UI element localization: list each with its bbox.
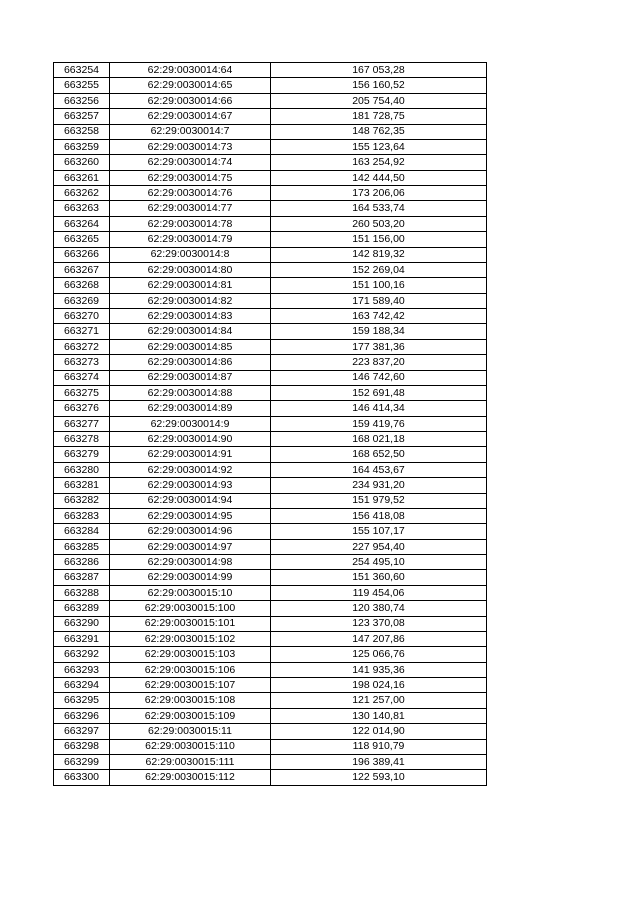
cadastral-number-cell: 62:29:0030014:74: [110, 155, 271, 170]
value-cell: 142 444,50: [271, 170, 487, 185]
row-id-cell: 663293: [54, 662, 110, 677]
table-row: [54, 93, 487, 108]
table-row: [54, 555, 487, 570]
table-row: [54, 186, 487, 201]
row-id-cell: 663283: [54, 508, 110, 523]
table-row: [54, 447, 487, 462]
table-row: [54, 539, 487, 554]
row-id-cell: 663287: [54, 570, 110, 585]
row-id-cell: 663267: [54, 262, 110, 277]
row-id-cell: 663273: [54, 355, 110, 370]
table-row: [54, 247, 487, 262]
row-id-cell: 663255: [54, 78, 110, 93]
value-cell: 151 360,60: [271, 570, 487, 585]
row-id-cell: 663264: [54, 216, 110, 231]
value-cell: 198 024,16: [271, 678, 487, 693]
cadastral-number-cell: 62:29:0030014:84: [110, 324, 271, 339]
value-cell: 234 931,20: [271, 478, 487, 493]
table-row: [54, 278, 487, 293]
table-row: [54, 370, 487, 385]
cadastral-number-cell: 62:29:0030014:76: [110, 186, 271, 201]
table-row: [54, 63, 487, 78]
value-cell: 155 123,64: [271, 139, 487, 154]
cadastral-number-cell: 62:29:0030014:73: [110, 139, 271, 154]
table-row: [54, 155, 487, 170]
table-row: [54, 739, 487, 754]
table-row: [54, 662, 487, 677]
value-cell: 181 728,75: [271, 109, 487, 124]
cadastral-number-cell: 62:29:0030015:111: [110, 754, 271, 769]
value-cell: 130 140,81: [271, 708, 487, 723]
row-id-cell: 663254: [54, 63, 110, 78]
value-cell: 146 414,34: [271, 401, 487, 416]
cadastral-number-cell: 62:29:0030014:90: [110, 432, 271, 447]
value-cell: 163 254,92: [271, 155, 487, 170]
value-cell: 119 454,06: [271, 585, 487, 600]
value-cell: 122 014,90: [271, 724, 487, 739]
value-cell: 147 207,86: [271, 631, 487, 646]
value-cell: 151 156,00: [271, 232, 487, 247]
cadastral-number-cell: 62:29:0030014:7: [110, 124, 271, 139]
cadastral-number-cell: 62:29:0030014:87: [110, 370, 271, 385]
row-id-cell: 663278: [54, 432, 110, 447]
table-row: [54, 616, 487, 631]
row-id-cell: 663288: [54, 585, 110, 600]
table-row: [54, 493, 487, 508]
value-cell: 146 742,60: [271, 370, 487, 385]
row-id-cell: 663289: [54, 601, 110, 616]
cadastral-number-cell: 62:29:0030014:67: [110, 109, 271, 124]
row-id-cell: 663259: [54, 139, 110, 154]
cadastral-number-cell: 62:29:0030014:99: [110, 570, 271, 585]
row-id-cell: 663279: [54, 447, 110, 462]
table-row: [54, 631, 487, 646]
row-id-cell: 663271: [54, 324, 110, 339]
cadastral-number-cell: 62:29:0030014:64: [110, 63, 271, 78]
value-cell: 141 935,36: [271, 662, 487, 677]
value-cell: 155 107,17: [271, 524, 487, 539]
cadastral-number-cell: 62:29:0030014:77: [110, 201, 271, 216]
cadastral-number-cell: 62:29:0030014:65: [110, 78, 271, 93]
row-id-cell: 663286: [54, 555, 110, 570]
row-id-cell: 663260: [54, 155, 110, 170]
cadastral-number-cell: 62:29:0030015:10: [110, 585, 271, 600]
table-row: [54, 385, 487, 400]
row-id-cell: 663269: [54, 293, 110, 308]
row-id-cell: 663297: [54, 724, 110, 739]
row-id-cell: 663281: [54, 478, 110, 493]
cadastral-number-cell: 62:29:0030015:106: [110, 662, 271, 677]
table-row: [54, 708, 487, 723]
cadastral-value-table: [53, 62, 487, 786]
value-cell: 148 762,35: [271, 124, 487, 139]
row-id-cell: 663262: [54, 186, 110, 201]
value-cell: 164 453,67: [271, 462, 487, 477]
table-row: [54, 462, 487, 477]
table-row: [54, 201, 487, 216]
table-row: [54, 109, 487, 124]
value-cell: 122 593,10: [271, 770, 487, 785]
cadastral-number-cell: 62:29:0030014:97: [110, 539, 271, 554]
cadastral-number-cell: 62:29:0030014:78: [110, 216, 271, 231]
cadastral-number-cell: 62:29:0030014:93: [110, 478, 271, 493]
row-id-cell: 663298: [54, 739, 110, 754]
cadastral-number-cell: 62:29:0030014:75: [110, 170, 271, 185]
row-id-cell: 663299: [54, 754, 110, 769]
row-id-cell: 663284: [54, 524, 110, 539]
table-row: [54, 432, 487, 447]
value-cell: 163 742,42: [271, 309, 487, 324]
table-row: [54, 262, 487, 277]
table-row: [54, 309, 487, 324]
row-id-cell: 663256: [54, 93, 110, 108]
cadastral-number-cell: 62:29:0030015:109: [110, 708, 271, 723]
value-cell: 121 257,00: [271, 693, 487, 708]
value-cell: 173 206,06: [271, 186, 487, 201]
value-cell: 164 533,74: [271, 201, 487, 216]
value-cell: 223 837,20: [271, 355, 487, 370]
row-id-cell: 663261: [54, 170, 110, 185]
cadastral-number-cell: 62:29:0030014:88: [110, 385, 271, 400]
cadastral-number-cell: 62:29:0030014:83: [110, 309, 271, 324]
value-cell: 205 754,40: [271, 93, 487, 108]
row-id-cell: 663282: [54, 493, 110, 508]
table-row: [54, 293, 487, 308]
cadastral-number-cell: 62:29:0030014:92: [110, 462, 271, 477]
value-cell: 123 370,08: [271, 616, 487, 631]
table-row: [54, 693, 487, 708]
row-id-cell: 663285: [54, 539, 110, 554]
value-cell: 120 380,74: [271, 601, 487, 616]
table-row: [54, 601, 487, 616]
cadastral-number-cell: 62:29:0030015:101: [110, 616, 271, 631]
table-row: [54, 524, 487, 539]
cadastral-number-cell: 62:29:0030014:8: [110, 247, 271, 262]
table-row: [54, 78, 487, 93]
value-cell: 159 188,34: [271, 324, 487, 339]
value-cell: 125 066,76: [271, 647, 487, 662]
cadastral-number-cell: 62:29:0030014:66: [110, 93, 271, 108]
value-cell: 227 954,40: [271, 539, 487, 554]
table-row: [54, 770, 487, 785]
row-id-cell: 663295: [54, 693, 110, 708]
cadastral-number-cell: 62:29:0030014:81: [110, 278, 271, 293]
value-cell: 156 418,08: [271, 508, 487, 523]
row-id-cell: 663275: [54, 385, 110, 400]
cadastral-number-cell: 62:29:0030015:102: [110, 631, 271, 646]
row-id-cell: 663276: [54, 401, 110, 416]
value-cell: 260 503,20: [271, 216, 487, 231]
row-id-cell: 663265: [54, 232, 110, 247]
cadastral-number-cell: 62:29:0030015:103: [110, 647, 271, 662]
row-id-cell: 663290: [54, 616, 110, 631]
table-row: [54, 570, 487, 585]
table-row: [54, 678, 487, 693]
table-row: [54, 585, 487, 600]
cadastral-number-cell: 62:29:0030014:82: [110, 293, 271, 308]
value-cell: 177 381,36: [271, 339, 487, 354]
cadastral-number-cell: 62:29:0030014:86: [110, 355, 271, 370]
cadastral-number-cell: 62:29:0030015:100: [110, 601, 271, 616]
table-row: [54, 216, 487, 231]
table-row: [54, 724, 487, 739]
cadastral-number-cell: 62:29:0030015:110: [110, 739, 271, 754]
table-row: [54, 355, 487, 370]
table-body: [54, 63, 487, 786]
value-cell: 151 100,16: [271, 278, 487, 293]
cadastral-number-cell: 62:29:0030014:85: [110, 339, 271, 354]
table-row: [54, 124, 487, 139]
row-id-cell: 663268: [54, 278, 110, 293]
cadastral-number-cell: 62:29:0030014:95: [110, 508, 271, 523]
table-row: [54, 508, 487, 523]
value-cell: 118 910,79: [271, 739, 487, 754]
cadastral-number-cell: 62:29:0030015:11: [110, 724, 271, 739]
value-cell: 196 389,41: [271, 754, 487, 769]
table-row: [54, 170, 487, 185]
row-id-cell: 663294: [54, 678, 110, 693]
value-cell: 171 589,40: [271, 293, 487, 308]
value-cell: 152 691,48: [271, 385, 487, 400]
value-cell: 142 819,32: [271, 247, 487, 262]
value-cell: 151 979,52: [271, 493, 487, 508]
table-row: [54, 401, 487, 416]
cadastral-number-cell: 62:29:0030015:112: [110, 770, 271, 785]
row-id-cell: 663291: [54, 631, 110, 646]
cadastral-number-cell: 62:29:0030014:96: [110, 524, 271, 539]
value-cell: 167 053,28: [271, 63, 487, 78]
row-id-cell: 663257: [54, 109, 110, 124]
row-id-cell: 663296: [54, 708, 110, 723]
value-cell: 156 160,52: [271, 78, 487, 93]
value-cell: 152 269,04: [271, 262, 487, 277]
cadastral-number-cell: 62:29:0030015:108: [110, 693, 271, 708]
table-row: [54, 647, 487, 662]
row-id-cell: 663270: [54, 309, 110, 324]
table-row: [54, 139, 487, 154]
cadastral-number-cell: 62:29:0030014:9: [110, 416, 271, 431]
table-row: [54, 754, 487, 769]
table-row: [54, 232, 487, 247]
row-id-cell: 663263: [54, 201, 110, 216]
cadastral-number-cell: 62:29:0030014:89: [110, 401, 271, 416]
table-row: [54, 478, 487, 493]
row-id-cell: 663272: [54, 339, 110, 354]
row-id-cell: 663277: [54, 416, 110, 431]
row-id-cell: 663274: [54, 370, 110, 385]
row-id-cell: 663300: [54, 770, 110, 785]
value-cell: 168 021,18: [271, 432, 487, 447]
table-row: [54, 416, 487, 431]
table-row: [54, 339, 487, 354]
row-id-cell: 663266: [54, 247, 110, 262]
cadastral-number-cell: 62:29:0030014:80: [110, 262, 271, 277]
cadastral-number-cell: 62:29:0030014:98: [110, 555, 271, 570]
row-id-cell: 663258: [54, 124, 110, 139]
row-id-cell: 663292: [54, 647, 110, 662]
value-cell: 254 495,10: [271, 555, 487, 570]
value-cell: 159 419,76: [271, 416, 487, 431]
value-cell: 168 652,50: [271, 447, 487, 462]
cadastral-number-cell: 62:29:0030014:94: [110, 493, 271, 508]
table-row: [54, 324, 487, 339]
cadastral-number-cell: 62:29:0030014:79: [110, 232, 271, 247]
row-id-cell: 663280: [54, 462, 110, 477]
cadastral-number-cell: 62:29:0030015:107: [110, 678, 271, 693]
cadastral-number-cell: 62:29:0030014:91: [110, 447, 271, 462]
